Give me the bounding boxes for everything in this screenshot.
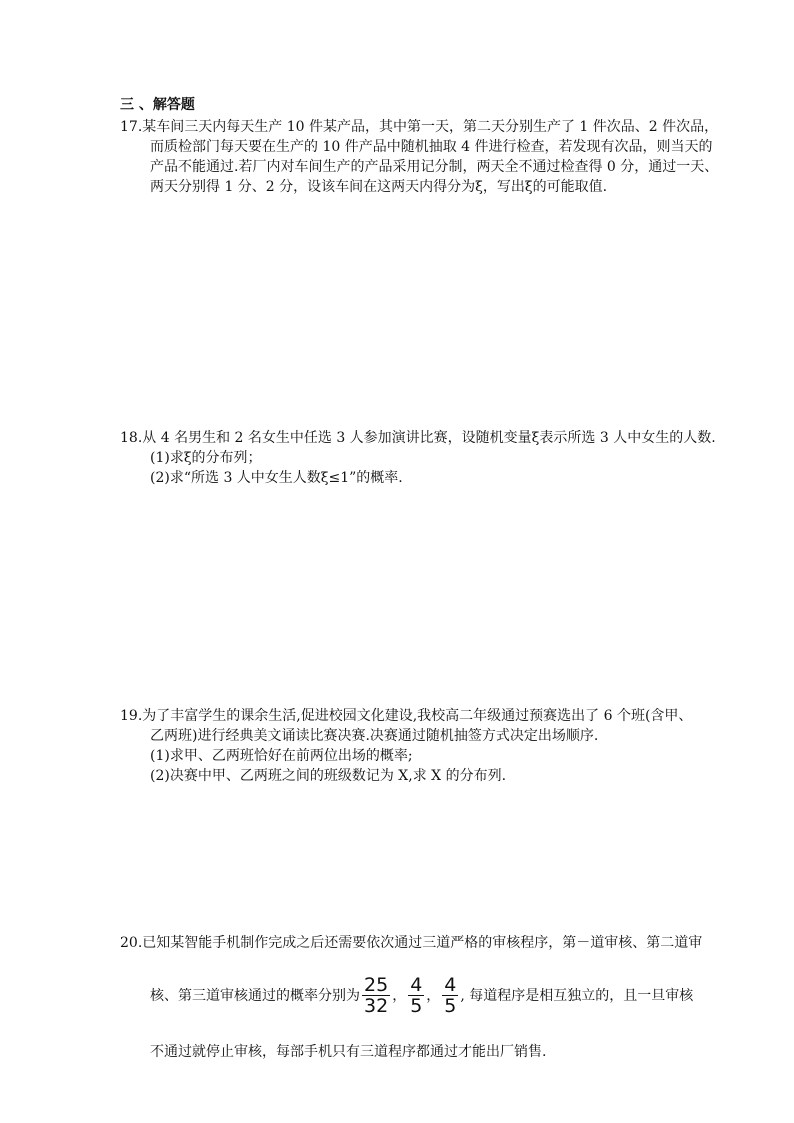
fraction-numerator: 25 — [364, 974, 389, 996]
fraction-4-5 — [442, 975, 458, 1016]
problem-19 — [120, 706, 715, 786]
problem-19-subquestion-2: (2)决赛中甲、乙两班之间的班级数记为 X,求 X 的分布列. — [150, 768, 507, 784]
problem-18 — [120, 428, 715, 488]
fraction-25-32 — [362, 975, 390, 1016]
separator: ， — [392, 987, 407, 1004]
problem-17-line: 两天分别得 1 分、2 分，设该车间在这两天内得分为ξ，写出ξ的可能取值. — [150, 179, 608, 195]
problem-19-line: 乙两班)进行经典美文诵读比赛决赛.决赛通过随机抽签方式决定出场顺序. — [150, 728, 599, 744]
problem-20-line: 20.已知某智能手机制作完成之后还需要依次通过三道严格的审核程序，第－道审核、第二道审 — [120, 935, 703, 951]
problem-19-line: 19.为了丰富学生的课余生活,促进校园文化建设,我校高二年级通过预赛选出了 6 个班(含甲、 — [120, 708, 693, 724]
problem-17-line: 17.某车间三天内每天生产 10 件某产品，其中第一天，第二天分别生产了 1 件次品、2 件次品， — [120, 119, 719, 135]
fraction-numerator: 4 — [444, 974, 457, 996]
problem-20 — [120, 933, 715, 1062]
problem-17-line: 而质检部门每天要在生产的 10 件产品中随机抽取 4 件进行检查，若发现有次品，则当天的 — [150, 139, 713, 155]
separator: ， — [426, 987, 441, 1004]
fraction-denominator: 32 — [364, 995, 389, 1017]
fraction-numerator: 4 — [410, 974, 423, 996]
problem-18-line: 18.从 4 名男生和 2 名女生中任选 3 人参加演讲比赛，设随机变量ξ表示所选 3 人中女生的人数. — [120, 430, 716, 446]
problem-18-subquestion-1: (1)求ξ的分布列； — [150, 450, 262, 466]
section-title: 三 、解答题 — [120, 97, 195, 113]
problem-17-line: 产品不能通过.若厂内对车间生产的产品采用记分制，两天全不通过检查得 0 分，通过一天、 — [150, 159, 719, 175]
problem-17 — [120, 117, 719, 197]
fraction-4-5 — [408, 975, 424, 1016]
problem-18-subquestion-2: (2)求“所选 3 人中女生人数ξ≤1”的概率. — [150, 470, 403, 486]
problem-20-probabilities-line — [120, 975, 715, 1016]
problem-20-text: 核、第三道审核通过的概率分别为 — [150, 987, 360, 1004]
problem-20-line: 不通过就停止审核，每部手机只有三道程序都通过才能出厂销售. — [150, 1044, 547, 1060]
problem-19-subquestion-1: (1)求甲、乙两班恰好在前两位出场的概率; — [150, 748, 413, 764]
fraction-denominator: 5 — [410, 995, 423, 1017]
fraction-denominator: 5 — [444, 995, 457, 1017]
problem-20-text: , 每道程序是相互独立的，且一旦审核 — [460, 987, 694, 1004]
